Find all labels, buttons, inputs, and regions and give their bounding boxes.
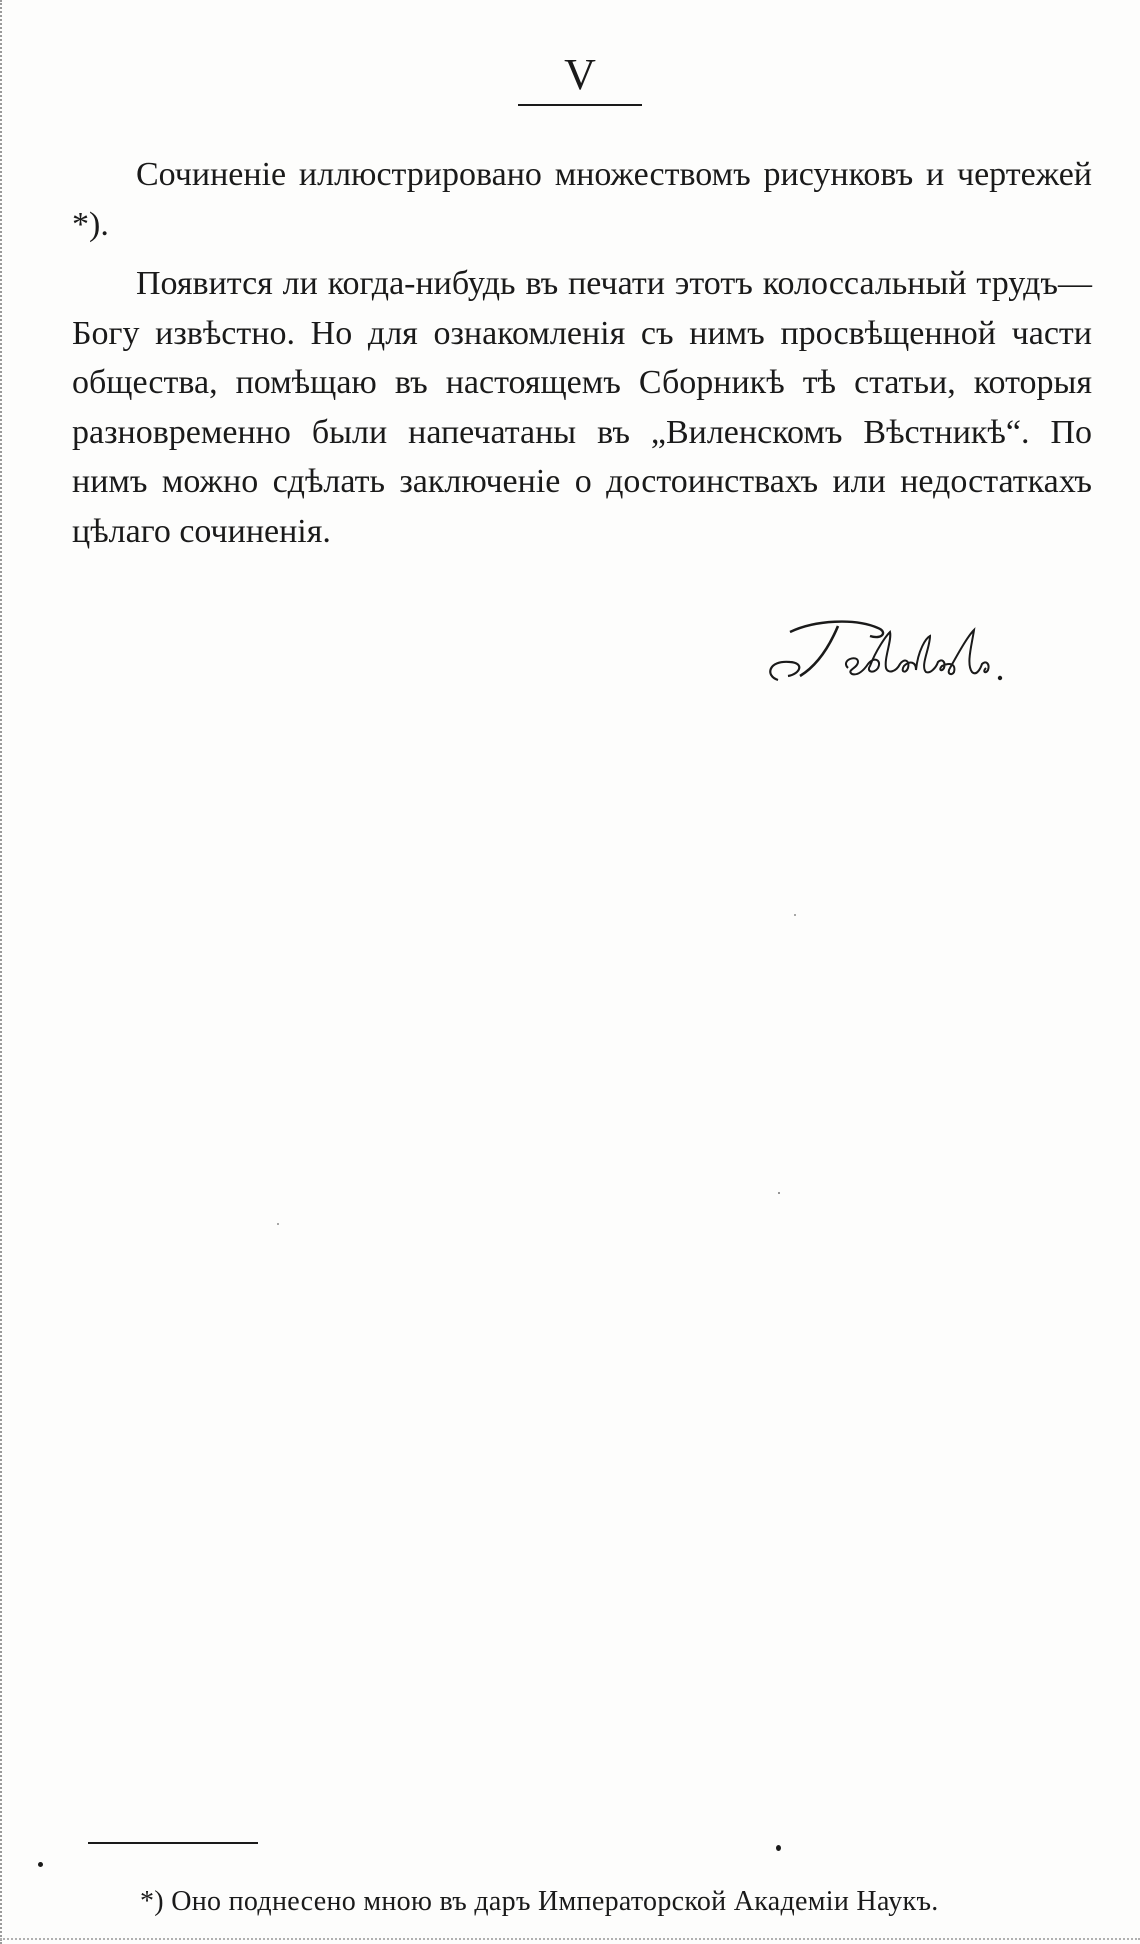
- print-speck: [778, 1192, 780, 1194]
- page-number: V: [564, 50, 596, 99]
- paragraph-2: Появится ли когда-нибудь въ печати этотъ колоссальный трудъ—Богу извѣстно. Но для ознакомленія съ нимъ просвѣщенной части общества, помѣщаю въ настоящемъ Сборникѣ тѣ статьи, которыя разновременно были напечатаны въ „Виленскомъ Вѣстникѣ“. По нимъ можно сдѣлать заключеніе о достоинствахъ или недостаткахъ цѣлаго сочиненія.: [72, 265, 1092, 550]
- footnote-rule: [88, 1842, 258, 1844]
- print-speck: [776, 1845, 781, 1851]
- print-speck: [277, 1223, 279, 1225]
- scan-bottom-edge: [0, 1938, 1140, 1942]
- print-speck: [794, 914, 796, 916]
- body-text: [72, 150, 1092, 566]
- scan-left-edge: [0, 0, 4, 1944]
- page-number-rule: [518, 104, 642, 106]
- handwritten-signature: [760, 610, 1020, 690]
- print-speck: [38, 1862, 43, 1867]
- footnote: *) Оно поднесено мною въ даръ Императорской Академіи Наукъ.: [140, 1886, 939, 1917]
- paragraph-1: Сочиненіе иллюстрировано множествомъ рисунковъ и чертежей *).: [72, 156, 1092, 243]
